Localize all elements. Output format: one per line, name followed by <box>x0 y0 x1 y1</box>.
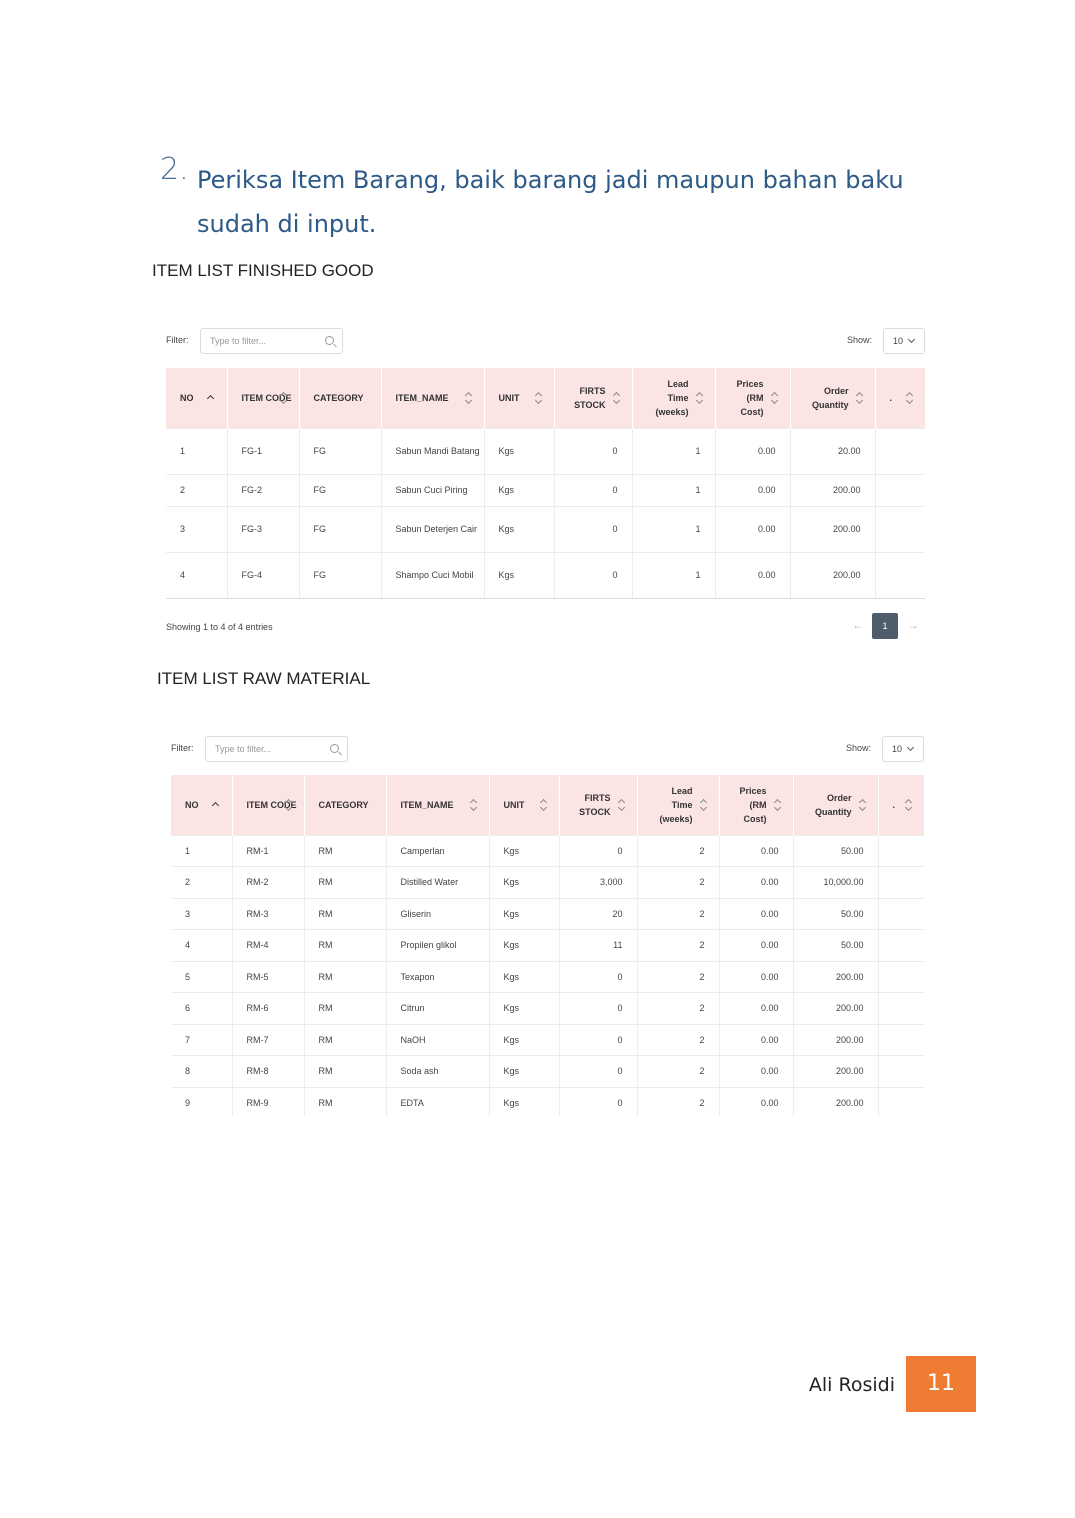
chevron-down-icon <box>907 744 914 751</box>
sort-icon <box>466 392 472 404</box>
fg-cell: Kgs <box>484 506 554 552</box>
rm-cell: EDTA <box>386 1087 489 1116</box>
header-label: NO <box>180 392 194 403</box>
sort-icon <box>775 799 781 811</box>
rm-cell: 2 <box>637 898 719 929</box>
sort-icon <box>701 799 707 811</box>
raw-material-widget <box>171 736 924 1116</box>
fg-cell: Kgs <box>484 474 554 506</box>
rm-cell: Kgs <box>489 866 559 898</box>
rm-cell <box>878 1055 924 1087</box>
rm-cell: Kgs <box>489 1087 559 1116</box>
rm-cell: 2 <box>637 929 719 961</box>
rm-cell: Kgs <box>489 992 559 1024</box>
sort-icon <box>541 799 547 811</box>
fg-cell: 0 <box>554 428 632 474</box>
rm-table <box>171 775 924 1116</box>
fg-cell: Shampo Cuci Mobil <box>381 552 484 598</box>
rm-cell: 2 <box>637 866 719 898</box>
rm-cell: RM-6 <box>232 992 304 1024</box>
sort-icon <box>536 392 542 404</box>
fg-cell: 4 <box>166 552 227 598</box>
fg-cell: 200.00 <box>790 552 875 598</box>
rm-cell: RM <box>304 1024 386 1055</box>
rm-cell <box>878 1024 924 1055</box>
rm-show-value: 10 <box>892 744 903 754</box>
rm-cell: Soda ash <box>386 1055 489 1087</box>
step-text: Periksa Item Barang, baik barang jadi maupun bahan baku sudah di input. <box>197 166 904 238</box>
table-row <box>166 474 925 506</box>
rm-header-row <box>171 775 924 835</box>
fg-cell: 0 <box>554 506 632 552</box>
table-row <box>166 506 925 552</box>
rm-cell: 2 <box>637 992 719 1024</box>
rm-cell: 8 <box>171 1055 232 1087</box>
rm-cell: 0.00 <box>719 929 793 961</box>
fg-header-row <box>166 368 925 428</box>
rm-cell <box>878 929 924 961</box>
sort-icon <box>281 392 287 404</box>
sort-icon <box>619 799 625 811</box>
finished-good-title: ITEM LIST FINISHED GOOD <box>152 261 374 280</box>
search-icon <box>325 336 334 345</box>
rm-cell: RM <box>304 1055 386 1087</box>
rm-cell: 200.00 <box>793 992 878 1024</box>
fg-header-3[interactable] <box>381 368 484 428</box>
rm-cell: 2 <box>637 1087 719 1116</box>
rm-cell: 20 <box>559 898 637 929</box>
fg-cell <box>875 474 925 506</box>
fg-header-0[interactable] <box>166 368 227 428</box>
rm-cell: RM-9 <box>232 1087 304 1116</box>
rm-cell: 11 <box>559 929 637 961</box>
rm-cell: 3,000 <box>559 866 637 898</box>
rm-cell: 50.00 <box>793 835 878 866</box>
rm-cell: 2 <box>637 1055 719 1087</box>
header-label: Lead Time (weeks) <box>659 785 693 824</box>
fg-cell: Kgs <box>484 428 554 474</box>
fg-cell: 1 <box>632 552 715 598</box>
rm-cell: Distilled Water <box>386 866 489 898</box>
header-label: CATEGORY <box>318 799 369 810</box>
rm-header-5[interactable] <box>559 775 637 835</box>
rm-cell: 7 <box>171 1024 232 1055</box>
rm-cell: RM-7 <box>232 1024 304 1055</box>
rm-cell: RM <box>304 898 386 929</box>
header-label: ITEM_NAME <box>395 392 449 403</box>
table-row <box>166 552 925 598</box>
fg-cell: 1 <box>632 506 715 552</box>
rm-header-6[interactable] <box>637 775 719 835</box>
header-label: FIRTS STOCK <box>579 792 611 817</box>
fg-header-4[interactable] <box>484 368 554 428</box>
rm-cell: RM-4 <box>232 929 304 961</box>
fg-filter-input[interactable] <box>200 328 343 354</box>
rm-cell <box>878 866 924 898</box>
rm-cell: RM-2 <box>232 866 304 898</box>
sort-icon <box>614 392 620 404</box>
rm-show-label: Show: <box>846 743 872 753</box>
rm-filter-label: Filter: <box>171 743 194 753</box>
rm-cell: 200.00 <box>793 1024 878 1055</box>
rm-header-9[interactable] <box>878 775 924 835</box>
table-row <box>171 1055 924 1087</box>
step-number: 2. <box>160 152 189 187</box>
fg-filter-placeholder: Type to filter... <box>210 336 267 346</box>
rm-cell: 0.00 <box>719 898 793 929</box>
header-label: UNIT <box>498 392 520 403</box>
fg-showing-info: Showing 1 to 4 of 4 entries <box>166 622 273 632</box>
rm-cell: 200.00 <box>793 1055 878 1087</box>
rm-cell <box>878 1087 924 1116</box>
sort-icon <box>697 392 703 404</box>
rm-cell: Camperlan <box>386 835 489 866</box>
fg-cell: FG-1 <box>227 428 299 474</box>
rm-cell: 1 <box>171 835 232 866</box>
header-label: UNIT <box>503 799 525 810</box>
rm-cell: RM <box>304 1087 386 1116</box>
header-label: FIRTS STOCK <box>574 385 606 410</box>
rm-cell: RM <box>304 929 386 961</box>
fg-cell: 200.00 <box>790 506 875 552</box>
fg-cell: Sabun Deterjen Cair <box>381 506 484 552</box>
rm-cell: RM-8 <box>232 1055 304 1087</box>
fg-cell: 1 <box>632 474 715 506</box>
raw-material-title: ITEM LIST RAW MATERIAL <box>157 669 371 688</box>
fg-cell: 1 <box>632 428 715 474</box>
fg-show-value: 10 <box>893 336 904 346</box>
fg-cell: Sabun Mandi Batang <box>381 428 484 474</box>
table-row <box>171 835 924 866</box>
search-icon <box>330 744 339 753</box>
rm-cell: Kgs <box>489 961 559 992</box>
fg-header-8[interactable] <box>790 368 875 428</box>
rm-cell: 0.00 <box>719 961 793 992</box>
rm-cell: RM <box>304 866 386 898</box>
rm-cell <box>878 898 924 929</box>
fg-header-9[interactable] <box>875 368 925 428</box>
rm-cell: 0.00 <box>719 835 793 866</box>
page-button-1[interactable]: 1 <box>872 613 898 639</box>
rm-cell: Kgs <box>489 1055 559 1087</box>
rm-cell: Kgs <box>489 898 559 929</box>
rm-header-0[interactable] <box>171 775 232 835</box>
fg-cell: FG <box>299 552 381 598</box>
rm-header-3[interactable] <box>386 775 489 835</box>
rm-cell: RM-5 <box>232 961 304 992</box>
rm-cell: RM-1 <box>232 835 304 866</box>
rm-cell: RM <box>304 835 386 866</box>
rm-cell: 0.00 <box>719 1055 793 1087</box>
rm-cell: 50.00 <box>793 898 878 929</box>
rm-header-2[interactable] <box>304 775 386 835</box>
rm-cell: 0.00 <box>719 866 793 898</box>
rm-table-clip <box>171 775 924 1116</box>
header-label: . <box>889 392 893 403</box>
table-row <box>171 929 924 961</box>
rm-cell: Kgs <box>489 1024 559 1055</box>
rm-header-1[interactable] <box>232 775 304 835</box>
sort-asc-icon <box>211 802 218 809</box>
fg-header-5[interactable] <box>554 368 632 428</box>
table-row <box>166 428 925 474</box>
rm-filter-placeholder: Type to filter... <box>215 744 272 754</box>
rm-filter-row <box>171 736 924 762</box>
table-row <box>171 1024 924 1055</box>
fg-show-select[interactable] <box>883 328 925 354</box>
table-row <box>171 992 924 1024</box>
sort-icon <box>906 799 912 811</box>
chevron-down-icon <box>908 336 915 343</box>
rm-cell: 0 <box>559 1055 637 1087</box>
fg-cell: Kgs <box>484 552 554 598</box>
rm-cell: 10,000.00 <box>793 866 878 898</box>
fg-cell: 1 <box>166 428 227 474</box>
header-label: ITEM CODE <box>246 799 297 810</box>
fg-cell: 0.00 <box>715 506 790 552</box>
sort-icon <box>471 799 477 811</box>
fg-cell: FG <box>299 428 381 474</box>
header-label: . <box>892 799 896 810</box>
header-label: Order Quantity <box>814 792 852 817</box>
header-label: Order Quantity <box>811 385 849 410</box>
table-row <box>171 1087 924 1116</box>
rm-cell: 0 <box>559 1087 637 1116</box>
rm-cell: RM <box>304 992 386 1024</box>
fg-header-1[interactable] <box>227 368 299 428</box>
rm-cell: Propilen glikol <box>386 929 489 961</box>
rm-cell <box>878 835 924 866</box>
rm-cell: 200.00 <box>793 961 878 992</box>
fg-cell <box>875 552 925 598</box>
fg-show-label: Show: <box>847 335 873 345</box>
fg-cell: FG <box>299 474 381 506</box>
rm-cell: 2 <box>637 961 719 992</box>
sort-icon <box>860 799 866 811</box>
rm-cell: 4 <box>171 929 232 961</box>
fg-cell: 0 <box>554 474 632 506</box>
rm-cell: 2 <box>637 1024 719 1055</box>
rm-header-7[interactable] <box>719 775 793 835</box>
table-row <box>171 866 924 898</box>
table-row <box>171 961 924 992</box>
page-number: 11 <box>906 1356 976 1412</box>
fg-cell: FG-4 <box>227 552 299 598</box>
rm-cell: 0 <box>559 961 637 992</box>
rm-cell: 5 <box>171 961 232 992</box>
sort-icon <box>857 392 863 404</box>
rm-cell: 0.00 <box>719 992 793 1024</box>
fg-cell: 0.00 <box>715 552 790 598</box>
header-label: ITEM CODE <box>241 392 292 403</box>
fg-cell <box>875 506 925 552</box>
fg-table <box>166 368 926 599</box>
rm-cell: 0 <box>559 1024 637 1055</box>
rm-cell: Kgs <box>489 929 559 961</box>
fg-cell: FG <box>299 506 381 552</box>
rm-cell: 2 <box>171 866 232 898</box>
fg-filter-row <box>166 328 925 354</box>
fg-cell: FG-3 <box>227 506 299 552</box>
rm-cell: NaOH <box>386 1024 489 1055</box>
header-label: CATEGORY <box>313 392 364 403</box>
header-label: NO <box>185 799 199 810</box>
page-author: Ali Rosidi <box>808 1374 895 1396</box>
fg-cell: FG-2 <box>227 474 299 506</box>
prev-page-icon[interactable]: ← <box>852 618 864 632</box>
fg-cell: 20.00 <box>790 428 875 474</box>
next-page-icon[interactable]: → <box>907 618 919 632</box>
fg-cell <box>875 428 925 474</box>
rm-cell: Texapon <box>386 961 489 992</box>
rm-header-4[interactable] <box>489 775 559 835</box>
header-label: Prices (RM Cost) <box>739 785 767 824</box>
rm-cell: Gliserin <box>386 898 489 929</box>
rm-cell: 2 <box>637 835 719 866</box>
sort-asc-icon <box>206 395 213 402</box>
fg-header-2[interactable] <box>299 368 381 428</box>
fg-cell: Sabun Cuci Piring <box>381 474 484 506</box>
finished-good-widget <box>166 328 925 648</box>
rm-cell: 3 <box>171 898 232 929</box>
fg-cell: 0.00 <box>715 474 790 506</box>
sort-icon <box>772 392 778 404</box>
sort-icon <box>907 392 913 404</box>
rm-cell: 200.00 <box>793 1087 878 1116</box>
rm-cell: RM <box>304 961 386 992</box>
rm-cell: RM-3 <box>232 898 304 929</box>
header-label: ITEM_NAME <box>400 799 454 810</box>
rm-cell: 0.00 <box>719 1024 793 1055</box>
fg-cell: 3 <box>166 506 227 552</box>
fg-header-7[interactable] <box>715 368 790 428</box>
fg-pagination <box>852 613 925 639</box>
sort-icon <box>286 799 292 811</box>
rm-cell <box>878 961 924 992</box>
fg-cell: 0 <box>554 552 632 598</box>
rm-cell: 0 <box>559 835 637 866</box>
rm-cell: Kgs <box>489 835 559 866</box>
rm-show-select[interactable] <box>882 736 924 762</box>
rm-filter-input[interactable] <box>205 736 348 762</box>
fg-header-6[interactable] <box>632 368 715 428</box>
fg-filter-label: Filter: <box>166 335 189 345</box>
header-label: Prices (RM Cost) <box>736 378 764 417</box>
rm-cell <box>878 992 924 1024</box>
rm-cell: 9 <box>171 1087 232 1116</box>
table-row <box>171 898 924 929</box>
rm-cell: 0 <box>559 992 637 1024</box>
fg-cell: 200.00 <box>790 474 875 506</box>
rm-cell: 6 <box>171 992 232 1024</box>
fg-cell: 0.00 <box>715 428 790 474</box>
rm-cell: Citrun <box>386 992 489 1024</box>
rm-header-8[interactable] <box>793 775 878 835</box>
rm-cell: 50.00 <box>793 929 878 961</box>
header-label: Lead Time (weeks) <box>655 378 689 417</box>
rm-cell: 0.00 <box>719 1087 793 1116</box>
fg-cell: 2 <box>166 474 227 506</box>
